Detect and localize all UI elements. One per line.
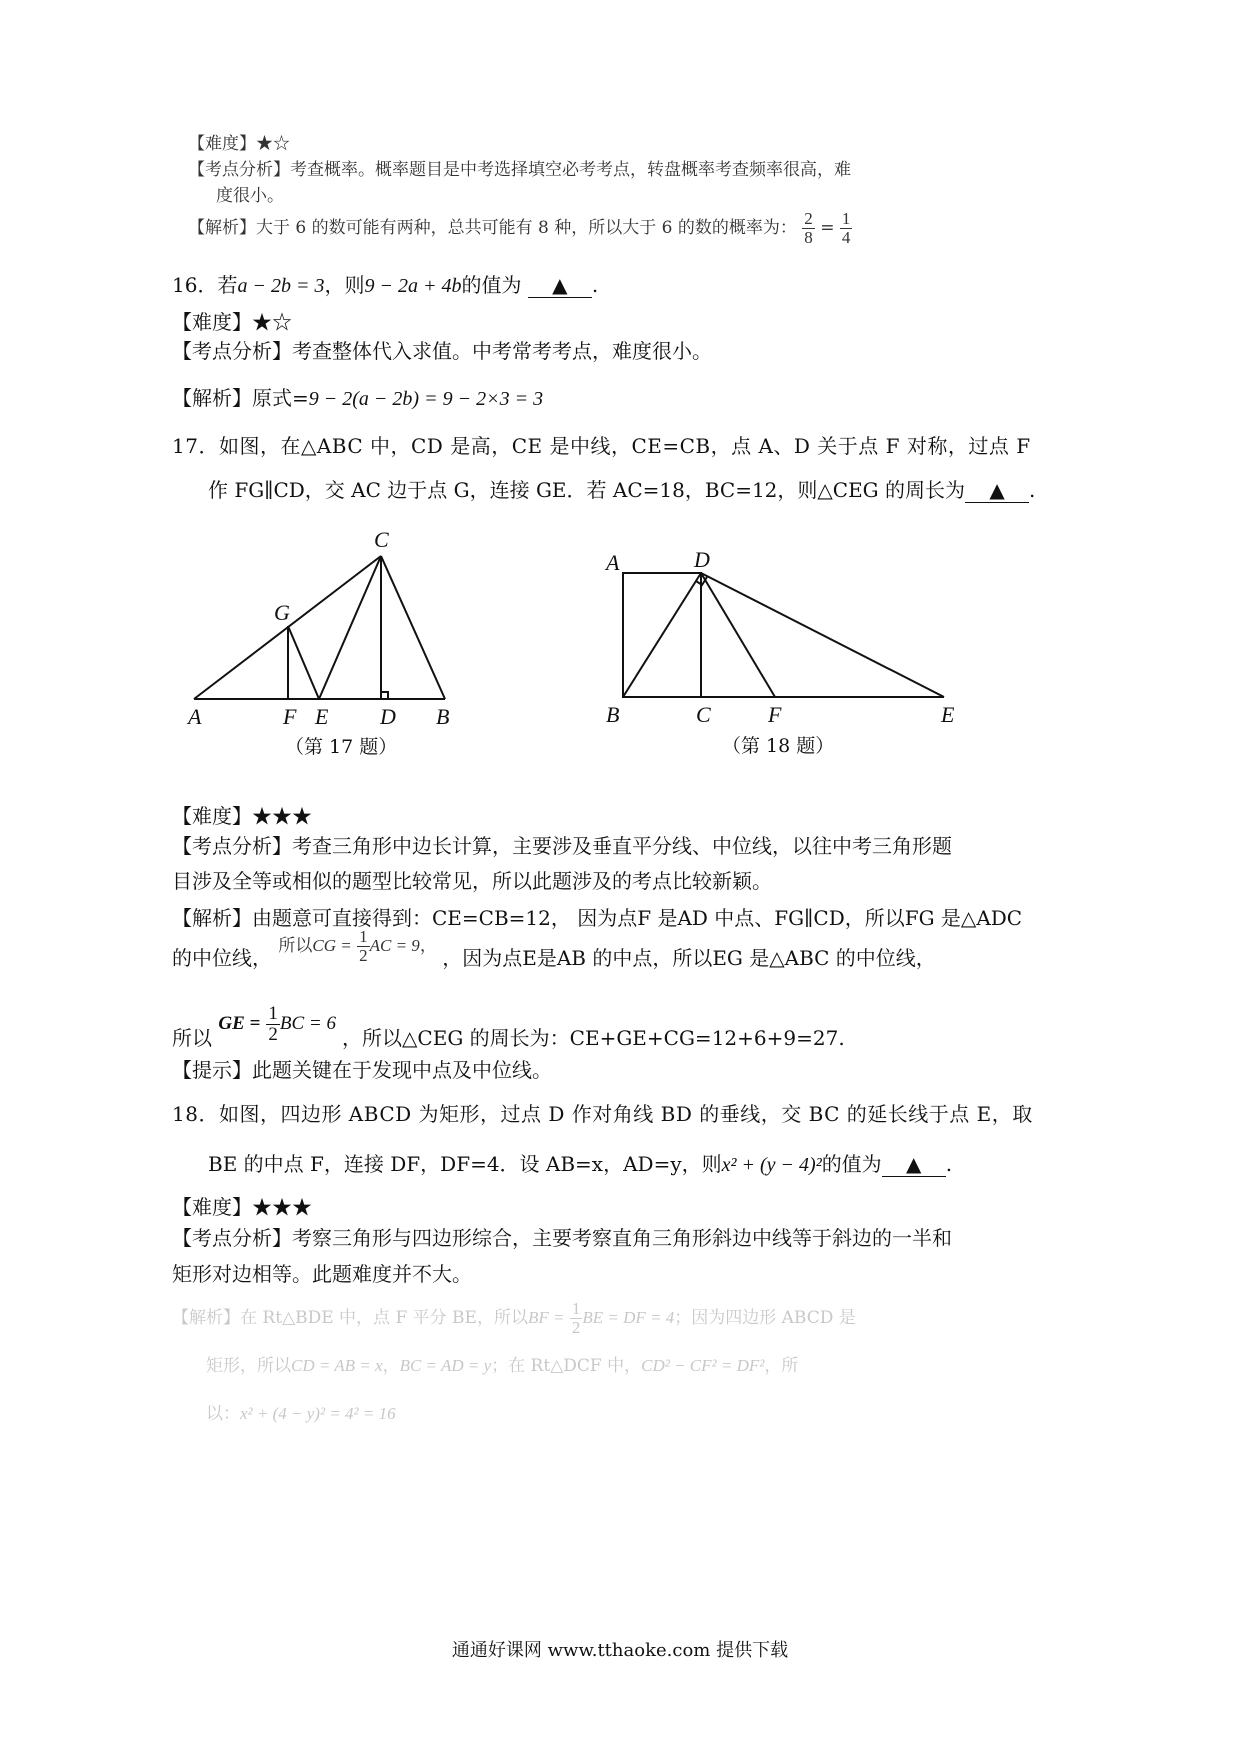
q17-hint: 【提示】此题关键在于发现中点及中位线。 [172,1058,552,1082]
segment-cb [381,556,445,699]
label-b: B [606,702,620,727]
fraction-1-2: $\frac{1}{2}$ [359,927,368,965]
equals-sign: = [820,217,835,238]
q17-analysis-line2: 目涉及全等或相似的题型比较常见，所以此题涉及的考点比较新颖。 [172,869,772,893]
q18-analysis-line2: 矩形对边相等。此题难度并不大。 [172,1262,472,1286]
q18-analysis-line1: 【考点分析】考察三角形与四边形综合，主要考察直角三角形斜边中线等于斜边的一半和 [172,1226,952,1250]
q17-line2: 作 FG∥CD，交 AC 边于点 G，连接 GE．若 AC=18，BC=12，则△CEG 的周长为 ▲ . [208,478,1036,502]
q17-solution-line3: 所以 GE = $\frac{1}{2}$ BC = 6 ，所以△CEG 的周长为：CE+GE+CG=12+6+9=27. [172,1003,845,1051]
figure-18-caption: （第 18 题） [722,735,835,757]
label-b: B [436,704,450,729]
fraction-1-4: $\frac{1}{4}$ [841,209,851,247]
figure-18 [592,540,992,765]
label-a: A [188,704,202,729]
segment-ce [319,556,381,699]
q17-answer-blank: ▲ [965,478,1029,503]
page-footer: 通通好课网 www.tthaoke.com 提供下载 [451,1640,789,1661]
q18-solution-line3: 以：x² + (4 − y)² = 4² = 16 [206,1404,396,1424]
figure-17-caption: （第 17 题） [285,736,398,758]
label-c: C [696,702,711,727]
q16-solution: 【解析】原式=9 − 2(a − 2b) = 9 − 2×3 = 3 [172,386,544,410]
q17-analysis-line1: 【考点分析】考查三角形中边长计算，主要涉及垂直平分线、中位线，以往中考三角形题 [172,834,952,858]
right-angle-mark-d [381,692,388,699]
q18-solution-line1: 【解析】在 Rt△BDE 中，点 F 平分 BE，所以BF = $\frac{1}{2}$ BE = DF = 4；因为四边形 ABCD 是 [172,1299,856,1337]
top-analysis-line2: 度很小。 [216,186,284,206]
q16-question: 16．若a − 2b = 3，则9 − 2a + 4b的值为 ▲ . [172,273,599,297]
label-d: D [380,704,396,729]
q18-line1: 18．如图，四边形 ABCD 为矩形，过点 D 作对角线 BD 的垂线，交 BC 的延长线于点 E，取 [172,1102,1033,1126]
top-analysis-line1: 【考点分析】考查概率。概率题目是中考选择填空必考考点，转盘概率考查频率很高，难 [188,160,851,180]
segment-ge [288,626,319,699]
label-e: E [315,704,329,729]
q18-line2: BE 的中点 F，连接 DF，DF=4．设 AB=x，AD=y，则x² + (y − 4)²的值为 ▲ . [208,1152,953,1176]
label-a: A [606,550,620,575]
fraction-1-2: $\frac{1}{2}$ [571,1299,581,1337]
figure-17 [180,520,480,765]
top-solution-text: 【解析】大于 6 的数可能有两种，总共可能有 8 种，所以大于 6 的数的概率为： [188,217,797,238]
formula-ge: GE = $\frac{1}{2}$ BC = 6 [218,1003,336,1045]
label-f: F [768,702,782,727]
fraction-1-2: $\frac{1}{2}$ [268,1003,278,1045]
q18-difficulty: 【难度】★★★ [172,1195,312,1219]
q17-difficulty: 【难度】★★★ [172,804,312,828]
fraction-2-8: $\frac{2}{8}$ [804,209,813,247]
label-e: E [941,702,955,727]
q17-line1: 17．如图，在△ABC 中，CD 是高，CE 是中线，CE=CB，点 A、D 关于点 F 对称，过点 F [172,434,1031,458]
q18-answer-blank: ▲ [882,1152,946,1177]
q16-answer-blank: ▲ [528,273,592,298]
top-solution [188,210,852,247]
formula-cg: 所以CG = 1 2 AC = 9， [278,927,437,965]
q17-solution-line2: 的中位线， $^{所以CG = \frac{1}{2} AC = 9,}$ ，因为点E是AB 的中点，所以EG 是△ABC 的中位线， [172,927,936,970]
q16-analysis: 【考点分析】考查整体代入求值。中考常考考点，难度很小。 [172,339,712,363]
label-g: G [274,600,290,625]
top-difficulty: 【难度】★☆ [188,134,290,154]
label-f: F [283,704,297,729]
label-c: C [374,527,389,552]
segment-bd [623,573,701,697]
q17-solution-line1: 【解析】由题意可直接得到：CE=CB=12， 因为点F 是AD 中点、FG∥CD，所以FG 是△ADC [172,906,1023,930]
q16-difficulty: 【难度】★☆ [172,310,292,334]
q18-solution-line2: 矩形，所以CD = AB = x，BC = AD = y；在 Rt△DCF 中，CD² − CF² = DF²，所 [206,1356,799,1376]
label-d: D [694,547,710,572]
